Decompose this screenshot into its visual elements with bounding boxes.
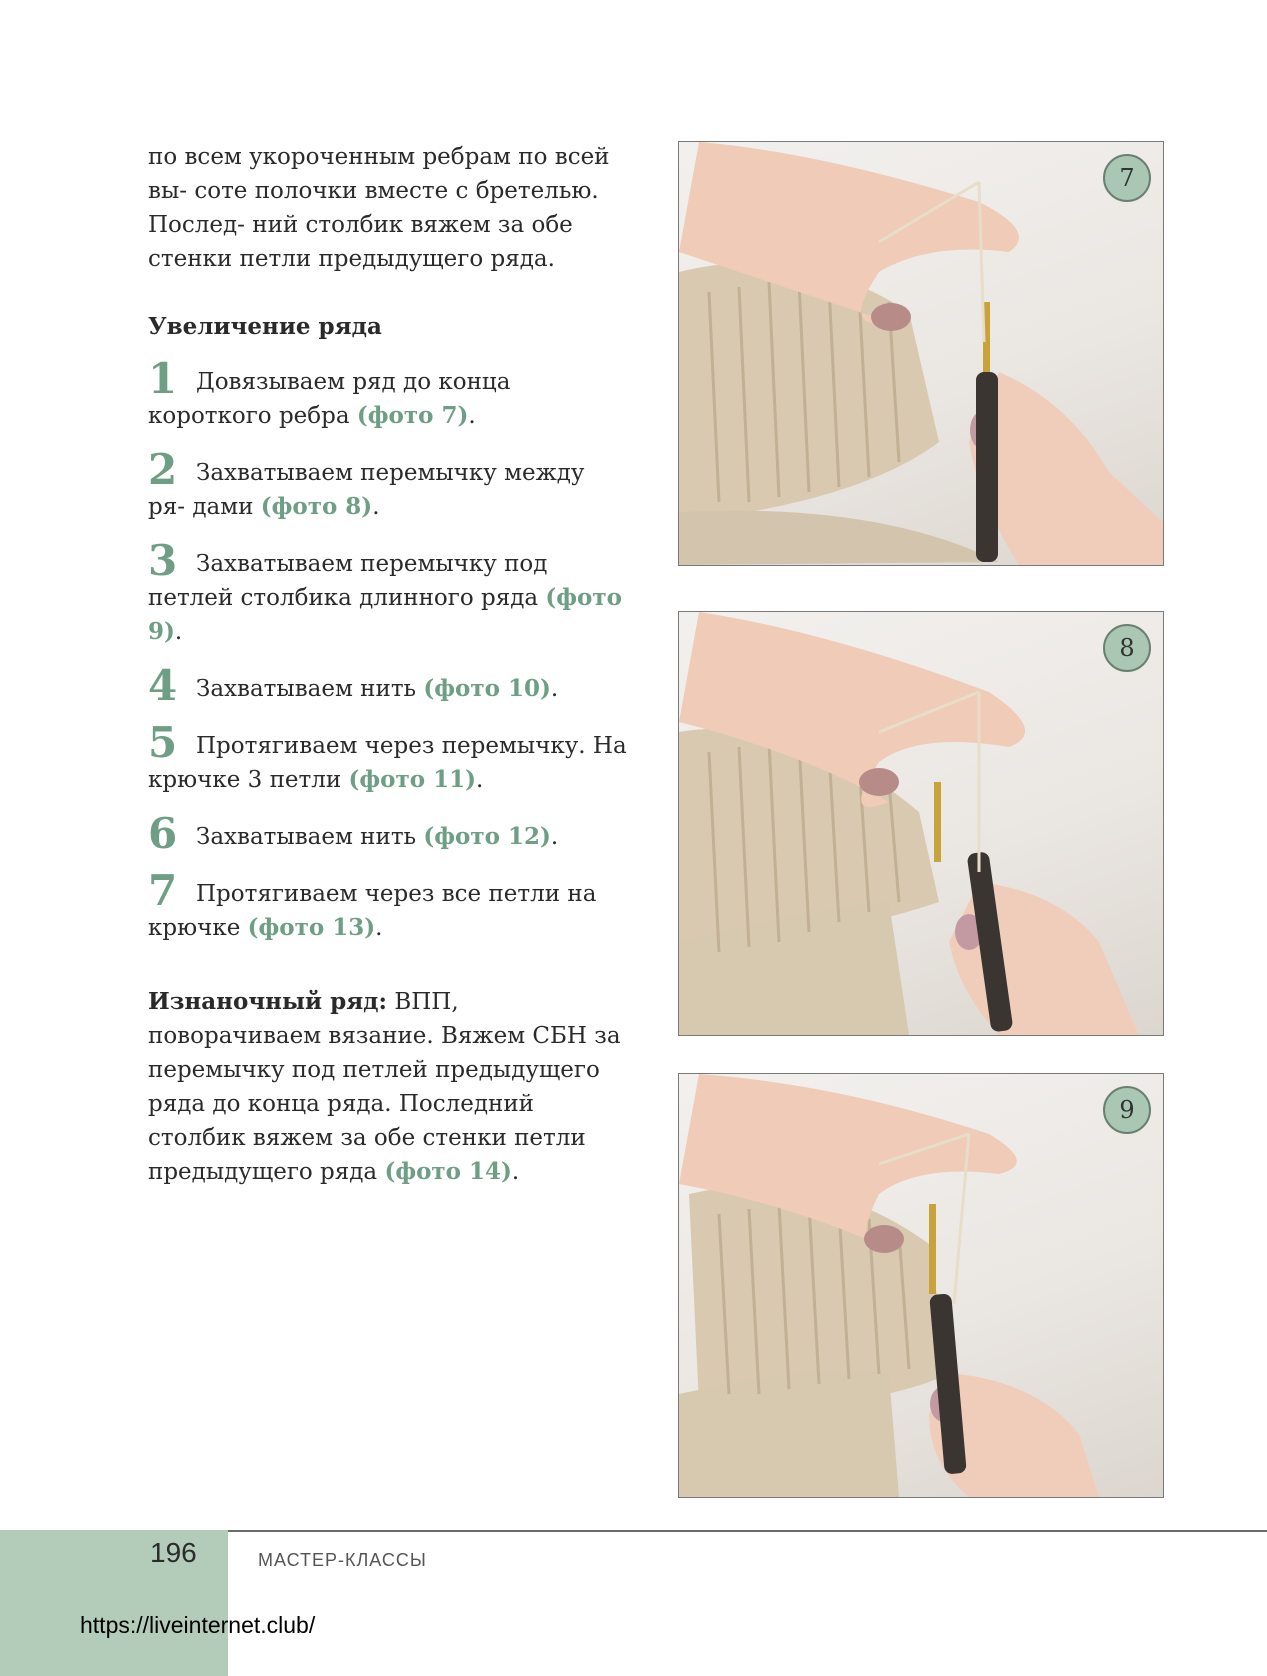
photo-ref: (фото 14) — [384, 1158, 512, 1185]
wrong-side-label: Изнаночный ряд: — [148, 988, 388, 1015]
step-end: . — [468, 403, 476, 429]
step-text: Захватываем нить — [196, 676, 424, 702]
step-text: Захватываем перемычку под петлей столбика длинного ряда — [148, 551, 548, 611]
step-text: Протягиваем через все петли на крючке — [148, 881, 597, 941]
step-4 — [148, 661, 628, 710]
wrong-side-end: . — [511, 1159, 520, 1185]
photo-ref: (фото 13) — [247, 914, 376, 941]
step-text: Протягиваем через перемычку. На крючке 3 петли — [148, 733, 627, 793]
photo-number-badge: 9 — [1103, 1086, 1151, 1134]
intro-paragraph: по всем укороченным ребрам по всей вы- соте полочки вместе с бретелью. Послед- ний столбик вяжем за обе стенки петли предыдущего ряда. — [148, 144, 610, 272]
photo-ref: (фото 10) — [423, 675, 551, 702]
step-end: . — [375, 915, 383, 941]
step-text: Захватываем нить — [196, 824, 424, 850]
wrong-side-text: ВПП, поворачиваем вязание. Вяжем СБН за перемычку под петлей предыдущего ряда до конца ряда. Последний столбик вяжем за обе стенки петли предыдущего ряда — [148, 989, 621, 1185]
page-number: 196 — [150, 1537, 197, 1568]
step-6 — [148, 809, 628, 858]
step-5 — [148, 718, 628, 797]
photo-ref: (фото 11) — [348, 766, 476, 793]
step-text: Захватываем перемычку между ря- дами — [148, 460, 585, 520]
step-number: 3 — [148, 536, 178, 585]
step-3 — [148, 536, 628, 649]
knitting-photo-illustration — [679, 612, 1163, 1035]
step-end: . — [475, 767, 484, 793]
step-text: Довязываем ряд до конца короткого ребра — [148, 369, 511, 429]
photo-number-badge: 8 — [1103, 624, 1151, 672]
step-number: 2 — [148, 445, 178, 494]
photo-8 — [678, 611, 1164, 1036]
step-number: 4 — [148, 661, 178, 710]
photo-7 — [678, 141, 1164, 566]
step-end: . — [550, 676, 559, 702]
step-number: 7 — [148, 866, 178, 915]
step-number: 5 — [148, 718, 178, 767]
step-1 — [148, 354, 628, 433]
footer-divider — [228, 1530, 1267, 1532]
step-7 — [148, 866, 628, 945]
step-number: 1 — [148, 354, 178, 403]
step-end: . — [372, 494, 380, 520]
step-number: 6 — [148, 809, 178, 858]
photo-ref: (фото 12) — [423, 823, 551, 850]
knitting-photo-illustration — [679, 142, 1163, 565]
photo-ref: (фото 8) — [260, 493, 373, 520]
knitting-photo-illustration — [679, 1074, 1163, 1497]
wrong-side-paragraph — [148, 985, 628, 1189]
section-heading: Увеличение ряда — [148, 313, 382, 340]
photo-9 — [678, 1073, 1164, 1498]
photo-ref: (фото 7) — [356, 402, 469, 429]
step-end: . — [174, 619, 183, 645]
photo-number-badge: 7 — [1103, 154, 1151, 202]
step-end: . — [550, 824, 559, 850]
step-2 — [148, 445, 628, 524]
photo-ref: (фото 9) — [148, 584, 622, 645]
text-column — [148, 140, 628, 1189]
source-url[interactable]: https://liveinternet.club/ — [80, 1612, 316, 1638]
section-title: МАСТЕР-КЛАССЫ — [258, 1550, 427, 1570]
